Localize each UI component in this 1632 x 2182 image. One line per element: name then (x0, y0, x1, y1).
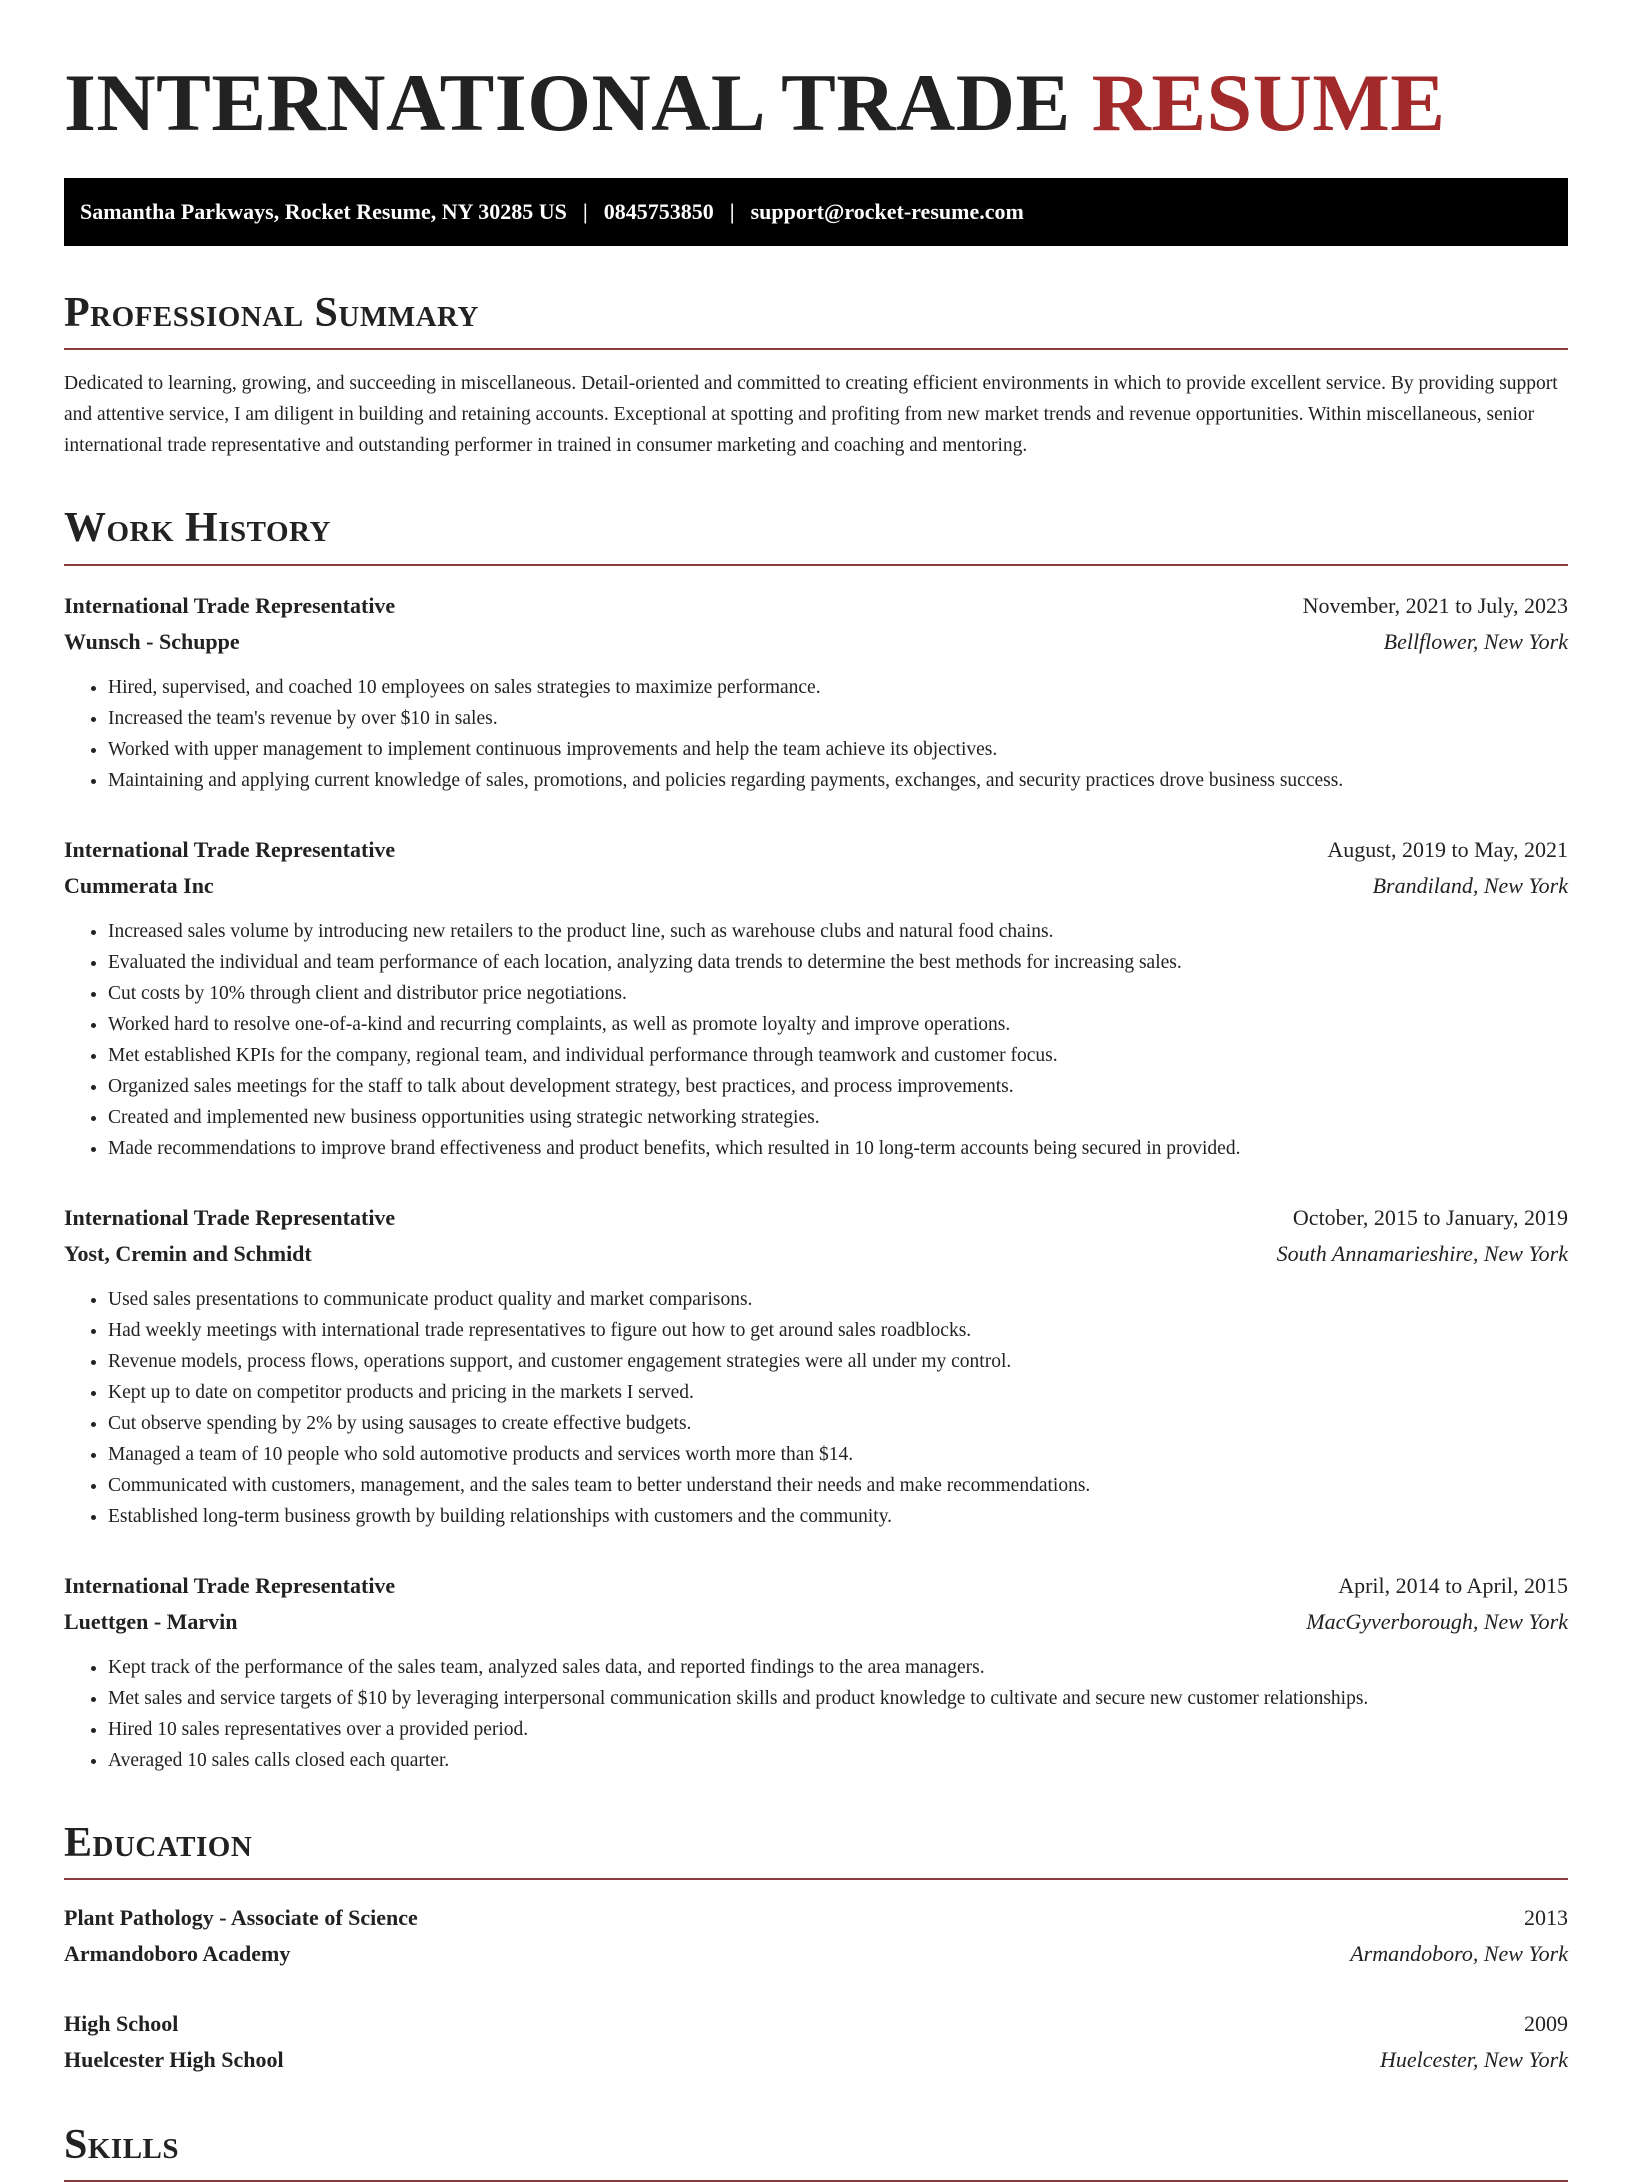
education-school-row (64, 1936, 1568, 1972)
job-bullets (64, 916, 1568, 1164)
job-bullet: • Organized sales meetings for the staff to talk about development strategy, best practices, and process improvements. (108, 1071, 1568, 1102)
job-entry (64, 832, 1568, 1164)
contact-address: Samantha Parkways, Rocket Resume, NY 30285 US (80, 199, 567, 225)
job-company: Yost, Cremin and Schmidt (64, 1240, 312, 1266)
job-location: MacGyverborough, New York (1306, 1608, 1568, 1634)
job-bullet: • Managed a team of 10 people who sold automotive products and services worth more than $14. (108, 1439, 1568, 1470)
job-location: Brandiland, New York (1372, 872, 1568, 898)
job-title-row (64, 832, 1568, 868)
education-school: Armandoboro Academy (64, 1940, 291, 1966)
title-main: INTERNATIONAL TRADE (64, 57, 1071, 148)
job-bullet: • Worked hard to resolve one-of-a-kind and recurring complaints, as well as promote loyalty and improve operations. (108, 1009, 1568, 1040)
education-location: Armandoboro, New York (1350, 1940, 1568, 1966)
job-dates: August, 2019 to May, 2021 (1327, 836, 1568, 862)
education-heading: Education (64, 1820, 1568, 1880)
education-school-row (64, 2042, 1568, 2078)
job-bullet: • Established long-term business growth by building relationships with customers and the community. (108, 1501, 1568, 1532)
work-history-list (64, 588, 1568, 1776)
job-bullet: • Cut observe spending by 2% by using sausages to create effective budgets. (108, 1408, 1568, 1439)
job-bullet: • Cut costs by 10% through client and distributor price negotiations. (108, 978, 1568, 1009)
job-title: International Trade Representative (64, 1572, 396, 1598)
job-location: Bellflower, New York (1383, 628, 1568, 654)
job-company-row (64, 1604, 1568, 1640)
education-entry (64, 1900, 1568, 1972)
job-title-row (64, 1200, 1568, 1236)
contact-phone: 0845753850 (603, 199, 714, 225)
contact-bar (64, 178, 1568, 246)
job-company: Cummerata Inc (64, 872, 214, 898)
job-bullet: • Kept track of the performance of the sales team, analyzed sales data, and reported findings to the area managers. (108, 1652, 1568, 1683)
work-history-heading: Work History (64, 505, 1568, 565)
job-bullet: • Maintaining and applying current knowledge of sales, promotions, and policies regarding payments, exchanges, and security practices drove business success. (108, 765, 1568, 796)
job-company-row (64, 868, 1568, 904)
job-company-row (64, 624, 1568, 660)
job-bullet: • Kept up to date on competitor products and pricing in the markets I served. (108, 1377, 1568, 1408)
job-title-row (64, 588, 1568, 624)
job-entry (64, 588, 1568, 796)
job-title-row (64, 1568, 1568, 1604)
job-bullet: • Created and implemented new business opportunities using strategic networking strategies. (108, 1102, 1568, 1133)
job-bullet: • Communicated with customers, management, and the sales team to better understand their needs and make recommendations. (108, 1470, 1568, 1501)
education-degree: Plant Pathology - Associate of Science (64, 1904, 418, 1930)
job-bullet: • Met established KPIs for the company, regional team, and individual performance through teamwork and customer focus. (108, 1040, 1568, 1071)
job-dates: April, 2014 to April, 2015 (1338, 1572, 1568, 1598)
education-degree-row (64, 1900, 1568, 1936)
job-company-row (64, 1236, 1568, 1272)
education-school: Huelcester High School (64, 2046, 284, 2072)
summary-text: Dedicated to learning, growing, and succeeding in miscellaneous. Detail-oriented and committed to creating efficient environments in which to provide excellent service. By providing support and attentive service, I am diligent in building and retaining accounts. Exceptional at spotting and profiting from new market trends and revenue opportunities. Within miscellaneous, senior international trade representative and outstanding performer in trained in consumer marketing and coaching and mentoring. (64, 373, 1558, 457)
job-bullet: • Revenue models, process flows, operations support, and customer engagement strategies were all under my control. (108, 1346, 1568, 1377)
job-bullet: • Hired 10 sales representatives over a provided period. (108, 1714, 1568, 1745)
contact-email[interactable]: support@rocket-resume.com (750, 199, 1024, 225)
title-accent: RESUME (1091, 57, 1446, 148)
job-bullets (64, 1652, 1568, 1776)
job-bullet: • Hired, supervised, and coached 10 employees on sales strategies to maximize performance. (108, 672, 1568, 703)
job-bullet: • Increased sales volume by introducing new retailers to the product line, such as warehouse clubs and natural food chains. (108, 916, 1568, 947)
resume-title (64, 56, 1568, 150)
job-bullet: • Met sales and service targets of $10 by leveraging interpersonal communication skills and product knowledge to cultivate and secure new customer relationships. (108, 1683, 1568, 1714)
job-bullets (64, 1284, 1568, 1532)
job-bullet: • Increased the team's revenue by over $10 in sales. (108, 703, 1568, 734)
job-bullet: • Averaged 10 sales calls closed each quarter. (108, 1745, 1568, 1776)
education-location: Huelcester, New York (1379, 2046, 1568, 2072)
job-company: Wunsch - Schuppe (64, 628, 240, 654)
job-bullet: • Made recommendations to improve brand effectiveness and product benefits, which resulted in 10 long-term accounts being secured in provided. (108, 1133, 1568, 1164)
contact-separator: | (582, 199, 588, 225)
job-bullets (64, 672, 1568, 796)
job-title: International Trade Representative (64, 836, 396, 862)
job-dates: October, 2015 to January, 2019 (1292, 1204, 1568, 1230)
job-dates: November, 2021 to July, 2023 (1302, 592, 1568, 618)
education-year: 2013 (1524, 1904, 1568, 1930)
summary-heading: Professional Summary (64, 290, 1568, 350)
job-entry (64, 1200, 1568, 1532)
job-title: International Trade Representative (64, 1204, 396, 1230)
skills-heading: Skills (64, 2122, 1568, 2182)
job-company: Luettgen - Marvin (64, 1608, 238, 1634)
job-entry (64, 1568, 1568, 1776)
job-bullet: • Evaluated the individual and team performance of each location, analyzing data trends to determine the best methods for increasing sales. (108, 947, 1568, 978)
contact-separator: | (729, 199, 735, 225)
education-list (64, 1900, 1568, 2078)
job-location: South Annamarieshire, New York (1276, 1240, 1568, 1266)
education-degree-row (64, 2006, 1568, 2042)
education-year: 2009 (1524, 2010, 1568, 2036)
job-title: International Trade Representative (64, 592, 396, 618)
education-degree: High School (64, 2010, 179, 2036)
education-entry (64, 2006, 1568, 2078)
job-bullet: • Used sales presentations to communicate product quality and market comparisons. (108, 1284, 1568, 1315)
job-bullet: • Worked with upper management to implement continuous improvements and help the team achieve its objectives. (108, 734, 1568, 765)
job-bullet: • Had weekly meetings with international trade representatives to figure out how to get around sales roadblocks. (108, 1315, 1568, 1346)
